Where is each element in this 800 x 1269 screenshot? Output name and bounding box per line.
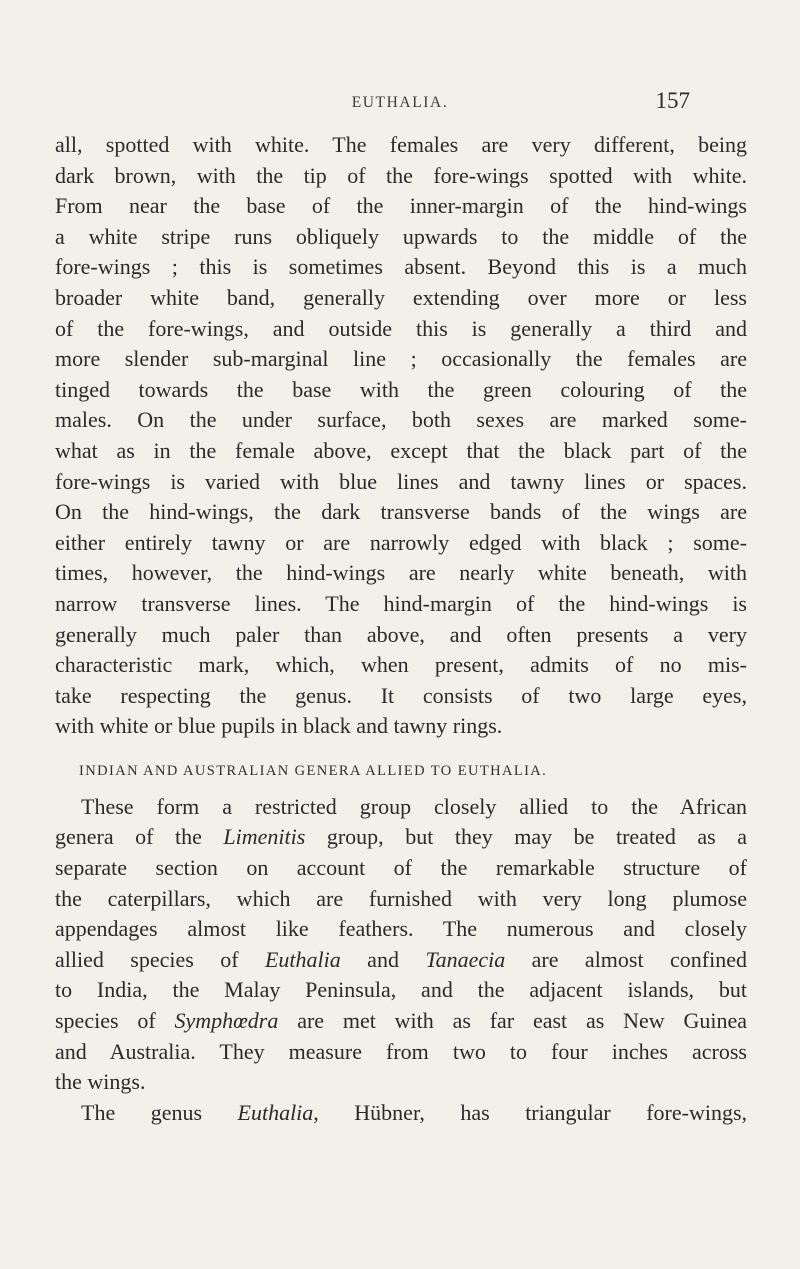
text-line: separate section on account of the remarkable structure of xyxy=(55,855,747,881)
text-run: species of xyxy=(55,1008,175,1034)
text-line: either entirely tawny or are narrowly edged with black ; some- xyxy=(55,529,747,555)
text-line: and Australia. They measure from two to four inches across xyxy=(55,1038,747,1064)
text-line: take respecting the genus. It consists of two large eyes, xyxy=(55,682,747,708)
genus-name: Euthalia xyxy=(264,946,341,972)
text-run: and xyxy=(340,946,426,972)
text-run: , Hübner, has triangular fore-wings, xyxy=(313,1099,748,1125)
text-run: group, but they may be treated as a xyxy=(305,824,747,850)
text-line: These form a restricted group closely allied to the African xyxy=(81,793,747,819)
text-line: tinged towards the base with the green colouring of the xyxy=(55,376,747,402)
page-number: 157 xyxy=(655,88,690,113)
text-line xyxy=(55,822,747,853)
text-line: to India, the Malay Peninsula, and the adjacent islands, but xyxy=(55,977,747,1003)
genus-name: Symphœdra xyxy=(174,1008,279,1034)
text-line: times, however, the hind-wings are nearly white beneath, with xyxy=(55,560,747,586)
text-line: all, spotted with white. The females are very different, being xyxy=(55,132,747,157)
paragraph-euthalia xyxy=(55,1098,747,1129)
text-line: fore-wings is varied with blue lines and tawny lines or spaces. xyxy=(55,468,747,494)
paragraph-genera xyxy=(55,792,747,1098)
text-line: more slender sub-marginal line ; occasionally the females are xyxy=(55,346,747,372)
text-line: characteristic mark, which, when present, admits of no mis- xyxy=(55,652,747,678)
text-run: genera of the xyxy=(55,824,224,850)
text-run: The genus xyxy=(81,1099,238,1125)
running-title: EUTHALIA. xyxy=(351,94,449,111)
paragraph-continued xyxy=(55,130,747,742)
text-line: narrow transverse lines. The hind-margin of the hind-wings is xyxy=(55,590,747,616)
text-line xyxy=(55,945,747,976)
text-line: appendages almost like feathers. The numerous and closely xyxy=(55,916,747,942)
genus-name: Euthalia xyxy=(237,1099,314,1125)
text-line: dark brown, with the tip of the fore-wings spotted with white. xyxy=(55,162,747,188)
text-run: are met with as far east as New Guinea xyxy=(278,1008,747,1034)
genus-name: Tanaecia xyxy=(425,946,506,972)
text-line: of the fore-wings, and outside this is generally a third and xyxy=(55,315,747,341)
text-run: are almost confined xyxy=(505,946,747,972)
genus-name: Limenitis xyxy=(223,824,306,850)
text-line: with white or blue pupils in black and tawny rings. xyxy=(55,713,503,739)
text-line xyxy=(55,1098,747,1129)
text-line: males. On the under surface, both sexes are marked some- xyxy=(55,407,747,433)
text-line: broader white band, generally extending over more or less xyxy=(55,284,747,310)
body-text xyxy=(55,130,747,1128)
running-head xyxy=(0,88,800,124)
section-heading: INDIAN AND AUSTRALIAN GENERA ALLIED TO EUTHALIA. xyxy=(79,762,548,779)
text-line: the wings. xyxy=(55,1069,146,1095)
text-line: a white stripe runs obliquely upwards to the middle of the xyxy=(55,223,747,249)
text-line xyxy=(55,1006,747,1037)
text-run: allied species of xyxy=(55,946,265,972)
text-line: what as in the female above, except that the black part of the xyxy=(55,437,747,463)
text-line: fore-wings ; this is sometimes absent. Beyond this is a much xyxy=(55,254,747,280)
text-line: the caterpillars, which are furnished with very long plumose xyxy=(55,885,747,911)
text-line: generally much paler than above, and often presents a very xyxy=(55,621,747,647)
text-line: On the hind-wings, the dark transverse bands of the wings are xyxy=(55,499,747,525)
text-line: From near the base of the inner-margin of the hind-wings xyxy=(55,193,747,219)
spacer xyxy=(55,742,747,756)
